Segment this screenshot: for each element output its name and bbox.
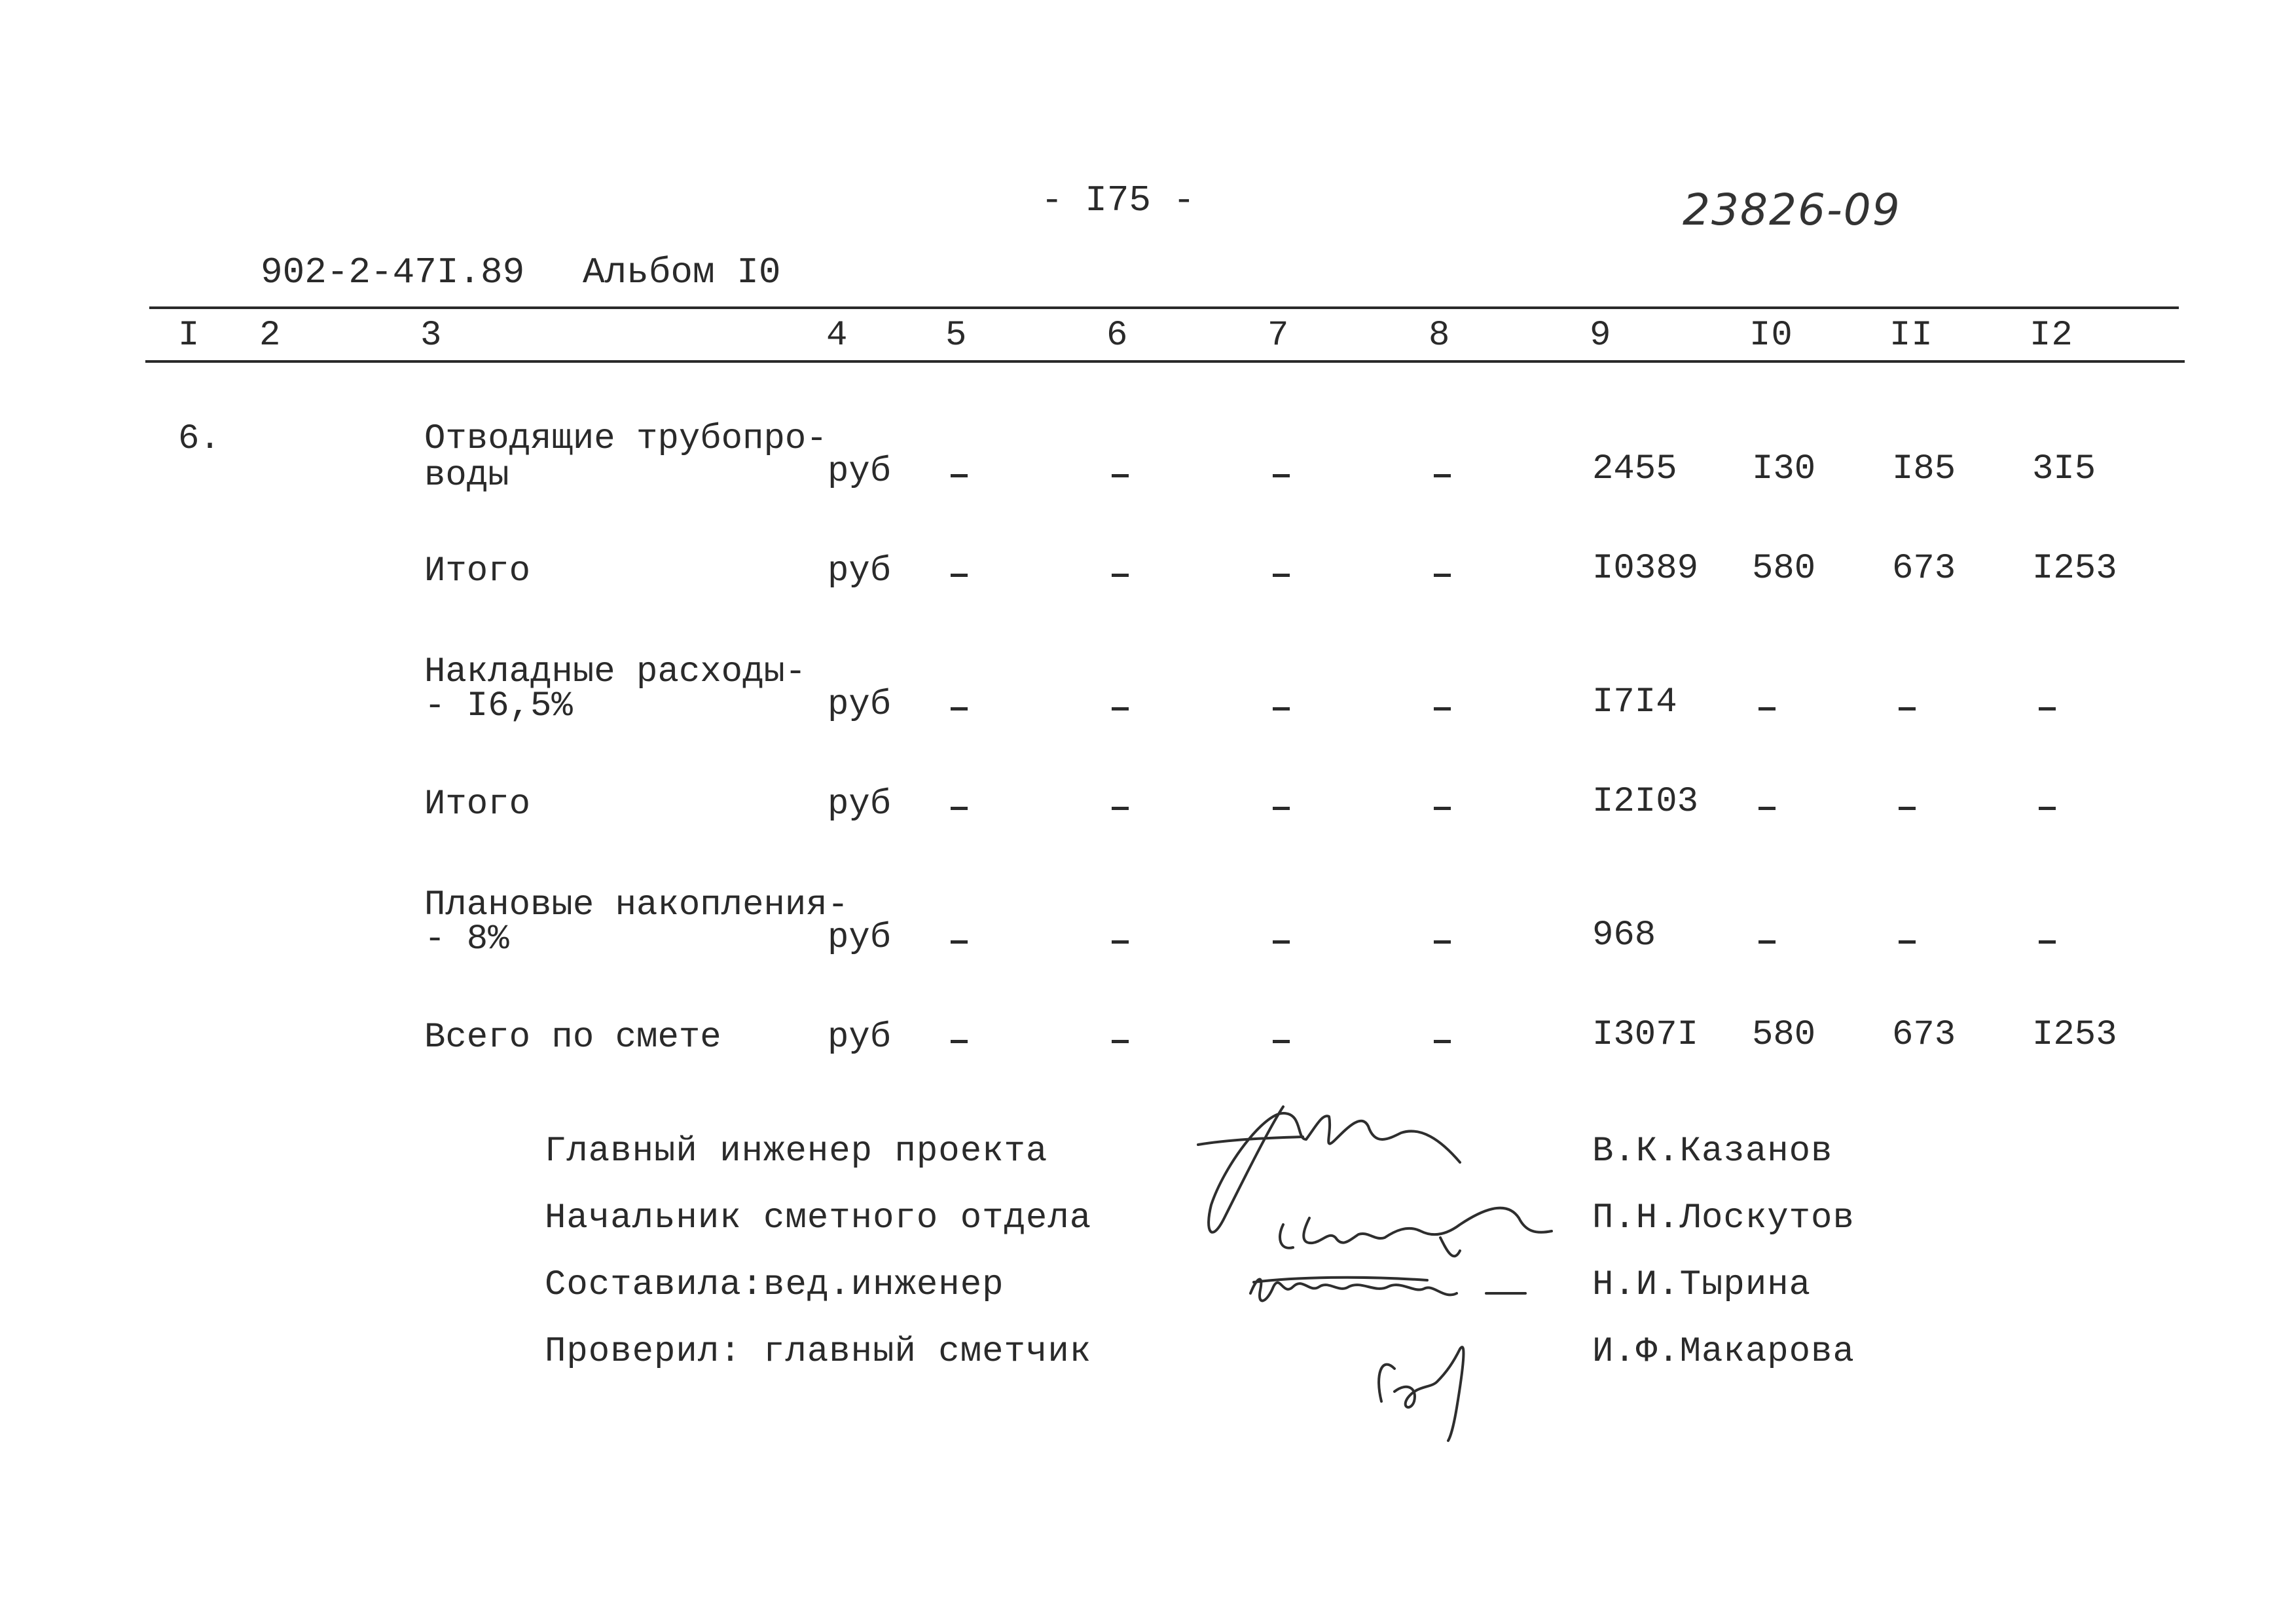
cell-col9: I0389 (1592, 549, 1699, 589)
cell-col12: 3I5 (2032, 449, 2096, 489)
row-name-line2: - I6,5% (424, 686, 573, 726)
signature-role: Главный инженер проекта (545, 1132, 1048, 1172)
signature-role: Начальник сметного отдела (545, 1198, 1092, 1238)
row-name-line1: Накладные расходы- (424, 652, 807, 692)
col-header-11: II (1889, 316, 1933, 356)
row-name-line1: Плановые накопления- (424, 885, 849, 925)
cell-col9: 968 (1592, 915, 1656, 955)
row-name-line1: Всего по смете (424, 1018, 721, 1058)
signature-name: Н.И.Тырина (1592, 1265, 1812, 1305)
row-name-line1: Итого (424, 551, 531, 591)
signature-role: Проверил: главный сметчик (545, 1332, 1092, 1372)
signature-name: В.К.Казанов (1592, 1132, 1833, 1172)
row-unit: руб (828, 452, 892, 492)
handwritten-document-number: 23826-09 (1683, 185, 1901, 235)
row-number: 6. (178, 419, 221, 459)
row-unit: руб (828, 918, 892, 958)
document-code: 902-2-47I.89 (261, 251, 525, 293)
cell-col9: I2I03 (1592, 782, 1699, 822)
col-header-1: I (178, 316, 200, 356)
col-header-4: 4 (826, 316, 848, 356)
cell-col10: 580 (1752, 1015, 1816, 1055)
signature-name: И.Ф.Макарова (1592, 1332, 1855, 1372)
cell-col12: I253 (2032, 549, 2117, 589)
cell-col9: I7I4 (1592, 682, 1677, 722)
cell-col12: I253 (2032, 1015, 2117, 1055)
cell-col10: I30 (1752, 449, 1816, 489)
signature-makarova (1379, 1347, 1463, 1441)
album-label: Альбом I0 (583, 251, 781, 293)
signature-name: П.Н.Лоскутов (1592, 1198, 1855, 1238)
signature-role: Составила:вед.инженер (545, 1265, 1004, 1305)
col-header-5: 5 (945, 316, 968, 356)
row-unit: руб (828, 1018, 892, 1058)
col-header-3: 3 (420, 316, 443, 356)
signature-tyrina (1250, 1278, 1525, 1301)
cell-col9: 2455 (1592, 449, 1677, 489)
col-header-6: 6 (1106, 316, 1129, 356)
row-name-line1: Отводящие трубопро- (424, 419, 828, 459)
row-name-line2: воды (424, 456, 509, 496)
row-name-line1: Итого (424, 784, 531, 824)
row-unit: руб (828, 551, 892, 591)
cell-col10: 580 (1752, 549, 1816, 589)
row-unit: руб (828, 784, 892, 824)
cell-col9: I307I (1592, 1015, 1699, 1055)
cell-col11: 673 (1892, 1015, 1956, 1055)
col-header-7: 7 (1267, 316, 1290, 356)
page-number: - I75 - (1041, 179, 1195, 221)
col-header-2: 2 (259, 316, 282, 356)
col-header-8: 8 (1429, 316, 1451, 356)
signature-kazanov (1198, 1107, 1460, 1232)
cell-col11: 673 (1892, 549, 1956, 589)
col-header-10: I0 (1749, 316, 1793, 356)
col-header-12: I2 (2030, 316, 2073, 356)
row-name-line2: - 8% (424, 919, 509, 959)
cell-col11: I85 (1892, 449, 1956, 489)
row-unit: руб (828, 685, 892, 725)
col-header-9: 9 (1590, 316, 1612, 356)
signature-loskutov (1280, 1208, 1552, 1257)
